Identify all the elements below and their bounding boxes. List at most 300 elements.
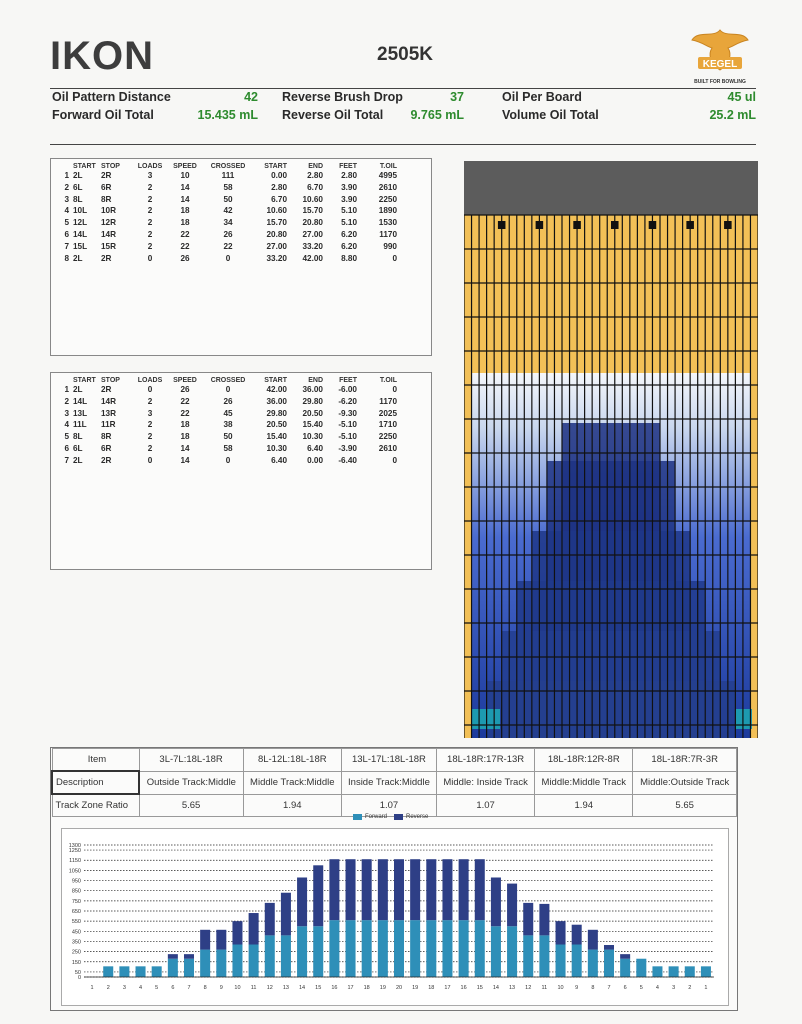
brush-drop-label: Reverse Brush Drop (282, 90, 403, 104)
table-cell: 2 (147, 229, 153, 239)
bar-forward (216, 950, 226, 977)
x-tick-label: 9 (575, 985, 579, 991)
bar-reverse (265, 903, 275, 935)
arrow-marker (498, 221, 506, 229)
reverse-table-header (51, 377, 431, 384)
x-tick-label: 20 (395, 985, 403, 991)
table-cell: 3.90 (341, 182, 357, 192)
y-tick-label: 1300 (68, 843, 81, 849)
table-cell: 15.70 (302, 206, 323, 216)
table-cell: 50 (223, 432, 233, 442)
track-zone-cell: Middle: Inside Track (437, 771, 535, 794)
bar-forward (507, 926, 517, 977)
ikon-logo: IKON (50, 34, 154, 78)
column-header: FEET (339, 163, 357, 170)
table-cell: 0 (147, 385, 153, 394)
x-tick-label: 18 (363, 985, 370, 991)
table-cell: 58 (223, 443, 233, 453)
table-cell: 0 (147, 253, 153, 263)
oil-distribution-chart (61, 828, 729, 1006)
table-cell: 33.20 (302, 241, 323, 251)
table-cell: 1890 (378, 206, 397, 216)
table-cell: 0.00 (307, 455, 323, 465)
forward-table-header (51, 163, 431, 170)
header-line-top (50, 88, 756, 89)
table-cell: 14L (73, 396, 88, 406)
y-tick-label: 850 (71, 888, 81, 895)
table-cell: 2025 (378, 408, 397, 418)
column-header: START (264, 377, 287, 384)
column-header: START (73, 377, 96, 384)
track-zone-cell: 5.65 (139, 794, 243, 817)
bar-reverse (620, 954, 630, 959)
x-tick-label: 3 (672, 985, 676, 991)
track-zone-row-label: Item (52, 749, 139, 772)
bar-reverse (297, 877, 307, 926)
y-tick-label: 450 (71, 929, 81, 936)
table-cell: 10R (101, 206, 117, 216)
table-cell: 990 (383, 241, 397, 251)
reverse-table-body (51, 384, 431, 467)
x-tick-label: 6 (171, 985, 175, 991)
table-cell: 6L (73, 443, 83, 453)
table-row (51, 217, 431, 229)
column-header: START (73, 163, 96, 170)
arrow-marker (649, 221, 657, 229)
bar-forward (459, 920, 469, 977)
dry-zone (464, 215, 758, 373)
y-tick-label: 550 (71, 919, 81, 926)
table-cell: 2250 (378, 194, 397, 204)
y-tick-label: 1150 (69, 858, 81, 865)
bar-forward (620, 959, 630, 977)
x-tick-label: 3 (122, 985, 126, 991)
bar-forward (491, 926, 501, 977)
table-cell: 14 (180, 182, 190, 192)
table-cell: 3.90 (341, 194, 357, 204)
brush-drop-value: 37 (450, 90, 464, 104)
table-cell: 6.20 (341, 241, 357, 251)
table-cell: 2 (64, 396, 69, 406)
bar-forward (313, 926, 323, 977)
table-cell: 20.80 (302, 218, 323, 228)
bar-reverse (523, 903, 533, 935)
table-row (51, 431, 431, 443)
x-tick-label: 4 (655, 985, 659, 991)
arrow-marker (686, 221, 694, 229)
table-cell: 2 (147, 182, 153, 192)
bar-forward (604, 950, 614, 977)
x-tick-label: 16 (460, 985, 467, 991)
table-cell: 13R (101, 408, 117, 418)
table-cell: 42.00 (266, 385, 287, 394)
table-cell: 10 (180, 171, 190, 180)
table-cell: 45 (223, 408, 233, 418)
x-tick-label: 10 (557, 985, 564, 991)
header-line-bottom (50, 144, 756, 145)
bar-reverse (200, 930, 210, 950)
table-cell: 2 (147, 241, 153, 251)
table-cell: 22 (180, 408, 190, 418)
track-zone-cell: 1.07 (341, 794, 436, 817)
table-cell: 38 (223, 420, 233, 430)
track-zone-table (51, 748, 737, 817)
table-cell: 15.40 (266, 432, 287, 442)
track-zone-cell: Middle Track:Middle (243, 771, 341, 794)
x-tick-label: 7 (607, 985, 611, 991)
table-cell: 20.50 (266, 420, 287, 430)
bar-forward (346, 920, 356, 977)
table-cell: -6.00 (338, 385, 357, 394)
bar-reverse (249, 913, 259, 944)
table-cell: 2L (73, 253, 83, 263)
bar-forward (168, 959, 178, 977)
table-cell: 36.00 (266, 396, 287, 406)
bar-reverse (281, 893, 291, 936)
gutter-oil-left (472, 709, 500, 729)
x-tick-label: 6 (623, 985, 627, 991)
bar-reverse (507, 884, 517, 927)
column-header: END (308, 377, 323, 384)
arrow-marker (611, 221, 619, 229)
oil-pattern-graph (464, 161, 758, 738)
x-tick-label: 11 (541, 985, 548, 991)
table-cell: 4 (64, 206, 69, 216)
table-cell: 2 (64, 182, 69, 192)
bar-reverse (475, 859, 485, 920)
table-cell: 2R (101, 171, 112, 180)
volume-oil-label: Volume Oil Total (502, 108, 599, 122)
table-cell: 10.30 (302, 432, 323, 442)
table-cell: 5 (64, 218, 69, 228)
bar-forward (329, 920, 339, 977)
table-cell: 1710 (378, 420, 397, 430)
bar-reverse (329, 859, 339, 920)
x-tick-label: 14 (299, 985, 306, 991)
x-tick-label: 15 (315, 985, 322, 991)
table-cell: 29.80 (302, 396, 323, 406)
x-tick-label: 8 (591, 985, 595, 991)
table-cell: 1 (64, 171, 69, 180)
bar-forward (556, 945, 566, 977)
table-cell: 0.00 (271, 171, 287, 180)
track-zone-row-label: Track Zone Ratio (52, 794, 139, 817)
track-zone-cell: Outside Track:Middle (139, 771, 243, 794)
table-cell: 36.00 (302, 385, 323, 394)
table-cell: 8L (73, 432, 83, 442)
x-tick-label: 16 (331, 985, 338, 991)
bar-forward (200, 950, 210, 977)
table-cell: 8.80 (341, 253, 357, 263)
bar-forward (426, 920, 436, 977)
bar-reverse (378, 859, 388, 920)
table-cell: 27.00 (266, 241, 287, 251)
y-tick-label: 750 (71, 898, 81, 905)
table-cell: 26 (223, 229, 233, 239)
arrow-marker (724, 221, 732, 229)
table-cell: 1 (64, 385, 69, 394)
x-tick-label: 2 (688, 985, 692, 991)
bar-forward (249, 945, 259, 977)
legend-label-reverse: Reverse (406, 814, 429, 820)
table-cell: 58 (223, 182, 233, 192)
x-tick-label: 19 (379, 985, 386, 991)
x-tick-label: 7 (187, 985, 191, 991)
bar-forward (152, 966, 162, 977)
table-cell: 4995 (378, 171, 397, 180)
x-tick-label: 12 (525, 985, 532, 991)
gutter-oil-right (736, 709, 752, 729)
table-row (51, 455, 431, 467)
column-header: FEET (339, 377, 357, 384)
bar-reverse (184, 954, 194, 959)
table-cell: 7 (64, 241, 69, 251)
column-header: STOP (101, 163, 120, 170)
bar-reverse (556, 921, 566, 944)
row-index-header (51, 163, 73, 170)
bar-reverse (426, 859, 436, 920)
y-tick-label: 250 (71, 949, 81, 956)
x-tick-label: 5 (155, 985, 159, 991)
y-tick-label: 1050 (68, 868, 81, 875)
summary-row-1 (0, 90, 802, 106)
row-index-header (51, 377, 73, 384)
table-cell: 8 (64, 253, 69, 263)
x-tick-label: 4 (139, 985, 143, 991)
table-cell: 2.80 (341, 171, 357, 180)
legend-label-forward: Forward (365, 814, 388, 820)
bar-forward (475, 920, 485, 977)
table-cell: 2 (147, 432, 153, 442)
track-zone-cell: 3L-7L:18L-18R (139, 749, 243, 772)
table-cell: 18 (180, 206, 190, 216)
table-cell: -5.10 (338, 432, 357, 442)
table-cell: 22 (180, 241, 190, 251)
track-zone-row (52, 771, 737, 794)
table-cell: 0 (225, 385, 231, 394)
table-cell: 12R (101, 218, 117, 228)
forward-oil-value: 15.435 mL (197, 108, 258, 122)
table-cell: 5.10 (341, 206, 357, 216)
bar-reverse (232, 921, 242, 944)
table-row (51, 253, 431, 265)
track-zone-row-label: Description (52, 771, 139, 794)
table-cell: 14 (180, 443, 190, 453)
track-zone-row (52, 749, 737, 772)
y-tick-label: 650 (71, 909, 81, 915)
table-cell: 0 (392, 253, 397, 263)
table-cell: 22 (180, 396, 190, 406)
table-row (51, 229, 431, 241)
table-cell: 3 (147, 408, 153, 418)
column-header: CROSSED (210, 377, 246, 384)
volume-oil-value: 25.2 mL (709, 108, 756, 122)
summary-row-2 (0, 108, 802, 124)
table-cell: 0 (147, 455, 153, 465)
table-cell: 2 (147, 420, 153, 430)
table-row (51, 241, 431, 253)
table-cell: 0 (392, 455, 397, 465)
reverse-pass-table (50, 372, 432, 570)
table-cell: 6.40 (271, 455, 287, 465)
y-tick-label: 0 (77, 975, 81, 981)
table-cell: 18 (180, 218, 190, 228)
x-tick-label: 1 (90, 985, 94, 991)
bar-forward (685, 966, 695, 977)
table-cell: 1170 (379, 229, 397, 239)
x-tick-label: 14 (492, 985, 499, 991)
table-cell: 2R (101, 253, 112, 263)
table-cell: 13L (73, 408, 88, 418)
table-cell: 2R (101, 385, 112, 394)
bar-reverse (313, 865, 323, 926)
table-cell: 8R (101, 432, 112, 442)
bar-forward (362, 920, 372, 977)
oil-per-board-label: Oil Per Board (502, 90, 582, 104)
kegel-tagline: BUILT FOR BOWLING (694, 79, 746, 85)
bar-reverse (216, 930, 226, 950)
y-tick-label: 1250 (68, 848, 81, 855)
table-cell: 26 (180, 253, 190, 263)
table-cell: 6R (101, 182, 112, 192)
column-header: CROSSED (210, 163, 246, 170)
track-zone-cell: 5.65 (633, 794, 737, 817)
y-tick-label: 150 (71, 959, 81, 966)
x-tick-label: 15 (476, 985, 483, 991)
bar-reverse (604, 945, 614, 950)
table-cell: 6L (73, 182, 83, 192)
track-zone-cell: Middle:Outside Track (633, 771, 737, 794)
x-tick-label: 11 (250, 985, 257, 991)
column-header: STOP (101, 377, 120, 384)
table-cell: 29.80 (266, 408, 287, 418)
table-cell: 111 (221, 171, 235, 180)
table-cell: 7 (64, 455, 69, 465)
table-cell: 15L (73, 241, 88, 251)
bar-forward (539, 935, 549, 977)
reverse-oil-label: Reverse Oil Total (282, 108, 384, 122)
bar-forward (669, 966, 679, 977)
track-zone-cell: 1.94 (243, 794, 341, 817)
bar-reverse (168, 954, 178, 959)
arrow-marker (536, 221, 544, 229)
table-cell: 2.80 (307, 171, 323, 180)
y-tick-label: 50 (74, 969, 81, 976)
column-header: SPEED (173, 377, 197, 384)
table-cell: 10.60 (266, 206, 287, 216)
table-cell: 2250 (378, 432, 397, 442)
table-cell: 6R (101, 443, 112, 453)
svg-text:KEGEL: KEGEL (702, 59, 738, 70)
bar-forward (232, 945, 242, 977)
table-cell: -5.10 (338, 420, 357, 430)
table-cell: 2 (147, 194, 153, 204)
table-cell: 1170 (379, 396, 397, 406)
chart-legend (353, 814, 428, 820)
bar-reverse (459, 859, 469, 920)
forward-table-body (51, 170, 431, 264)
bar-reverse (572, 925, 582, 945)
table-cell: 20.50 (302, 408, 323, 418)
bar-forward (701, 966, 711, 977)
table-cell: 15.40 (302, 420, 323, 430)
track-zone-cell: 18L-18R:7R-3R (633, 749, 737, 772)
table-cell: 8R (101, 194, 112, 204)
oil-per-board-value: 45 ul (727, 90, 756, 104)
table-cell: 14L (73, 229, 88, 239)
y-tick-label: 350 (71, 939, 81, 946)
table-cell: 6.70 (271, 194, 287, 204)
track-zone-cell: 18L-18R:12R-8R (535, 749, 633, 772)
track-zone-cell: 1.94 (535, 794, 633, 817)
table-cell: 2 (147, 206, 153, 216)
table-cell: 11R (101, 420, 116, 430)
table-cell: 15.70 (266, 218, 287, 228)
table-cell: 6 (64, 443, 69, 453)
legend-swatch-reverse (394, 814, 403, 820)
bar-forward (119, 966, 129, 977)
table-cell: 6 (64, 229, 69, 239)
table-cell: 22 (223, 241, 233, 251)
table-cell: 3 (64, 408, 69, 418)
table-cell: 8L (73, 194, 83, 204)
x-tick-label: 17 (347, 985, 354, 991)
table-row (51, 182, 431, 194)
table-cell: 10.60 (302, 194, 323, 204)
track-zone-panel (50, 747, 738, 1011)
table-cell: 3 (64, 194, 69, 204)
table-cell: 1530 (378, 218, 397, 228)
table-cell: 26 (180, 385, 190, 394)
table-cell: 14R (101, 396, 117, 406)
bar-forward (588, 950, 598, 977)
table-cell: 2L (73, 455, 83, 465)
track-zone-cell: 18L-18R:17R-13R (437, 749, 535, 772)
pattern-distance-value: 42 (244, 90, 258, 104)
table-cell: 3 (147, 171, 153, 180)
bar-forward (297, 926, 307, 977)
table-cell: -6.40 (338, 455, 357, 465)
x-tick-label: 5 (639, 985, 643, 991)
bar-reverse (491, 877, 501, 926)
column-header: LOADS (137, 163, 163, 170)
table-cell: 14 (180, 194, 190, 204)
x-tick-label: 2 (106, 985, 110, 991)
x-tick-label: 13 (509, 985, 516, 991)
table-cell: 2 (147, 218, 153, 228)
column-header: LOADS (137, 377, 163, 384)
bar-reverse (588, 930, 598, 950)
bar-forward (136, 966, 146, 977)
table-cell: 2R (101, 455, 112, 465)
table-cell: 42.00 (302, 253, 323, 263)
table-cell: -6.20 (338, 396, 357, 406)
table-row (51, 205, 431, 217)
table-cell: 20.80 (266, 229, 287, 239)
bar-reverse (394, 859, 404, 920)
bar-forward (572, 945, 582, 977)
table-cell: 18 (180, 432, 190, 442)
y-tick-label: 950 (71, 878, 81, 885)
table-cell: 2610 (378, 182, 397, 192)
table-cell: 27.00 (302, 229, 323, 239)
pin-deck-area (464, 161, 758, 215)
bar-forward (410, 920, 420, 977)
bar-forward (394, 920, 404, 977)
table-cell: 0 (225, 455, 231, 465)
table-cell: -3.90 (338, 443, 357, 453)
table-cell: 2 (147, 443, 153, 453)
